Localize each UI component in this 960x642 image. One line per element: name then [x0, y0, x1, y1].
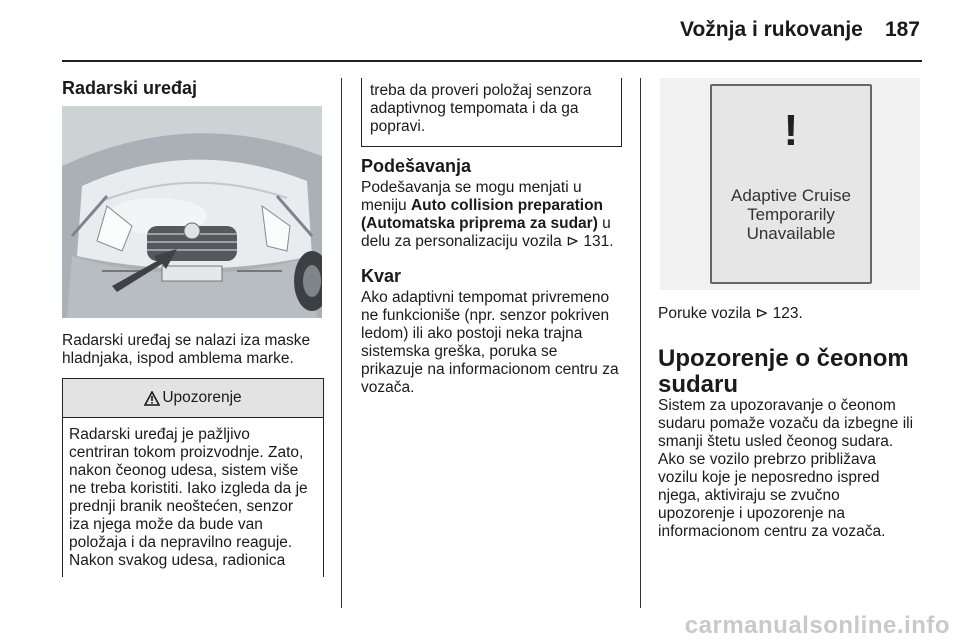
menu-name: Auto collision preparation — [410, 197, 604, 214]
settings-line — [361, 215, 636, 233]
fault-line: Ako adaptivni tempomat privremeno — [361, 289, 610, 306]
display-message-line: Unavailable — [746, 224, 836, 243]
heading-line: sudaru — [658, 371, 739, 398]
fault-line: ne funkcioniše (npr. senzor pokriven — [361, 307, 610, 324]
paragraph-line: hladnjaka, ispod amblema marke. — [62, 350, 294, 367]
collision-line: informacionom centru za vozača. — [658, 523, 886, 540]
car-front-photo — [62, 106, 322, 318]
warning-line: prednji branik neoštećen, senzor — [69, 498, 294, 515]
chapter-title: Vožnja i rukovanje — [680, 18, 863, 41]
column-divider-2 — [640, 78, 641, 608]
section-heading-radar: Radarski uređaj — [62, 78, 198, 98]
fault-line: sistemska greška, poruka se — [361, 343, 558, 360]
display-screen — [710, 84, 872, 284]
fault-paragraph — [361, 289, 636, 397]
radar-location-paragraph — [62, 332, 332, 368]
paragraph-line: Radarski uređaj se nalazi iza maske — [62, 332, 311, 349]
watermark: carmanualsonline.info — [684, 612, 950, 639]
settings-line — [361, 233, 636, 251]
warning-line: popravi. — [370, 118, 426, 135]
warning-line: treba da proveri položaj senzora — [370, 82, 592, 99]
warning-line: ne treba koristiti. Iako izgleda da je — [69, 480, 308, 497]
warning-line: iza njega može da bude van — [69, 516, 263, 533]
driver-info-display-illustration — [660, 78, 920, 290]
fault-line: prikazuje na informacionom centru za — [361, 361, 619, 378]
warning-line: položaja i da nepravilno reaguje. — [69, 534, 293, 551]
collision-line: njega, aktiviraju se zvučno — [658, 487, 840, 504]
page-reference[interactable]: 131. — [583, 233, 614, 250]
collision-line: vozilu koje je neposredno ispred — [658, 469, 880, 486]
section-heading-collision — [658, 346, 928, 398]
settings-line: Podešavanja se mogu menjati u — [361, 179, 582, 196]
settings-paragraph — [361, 179, 636, 251]
fault-line: vozača. — [361, 379, 415, 396]
warning-line: adaptivnog tempomata i da ga — [370, 100, 579, 117]
page-number: 187 — [884, 18, 920, 41]
warning-line: nakon čeonog udesa, sistem više — [69, 462, 299, 479]
warning-triangle-icon — [144, 391, 160, 406]
section-heading-settings: Podešavanja — [361, 156, 472, 176]
warning-box — [62, 378, 324, 577]
warning-title: Upozorenje — [162, 389, 242, 406]
warning-body — [63, 418, 323, 570]
figure-caption — [658, 305, 803, 323]
collision-line: sudaru pomaže vozaču da izbegne ili — [658, 415, 914, 432]
car-front-illustration — [62, 106, 322, 318]
reference-arrow-icon: ⊳ — [755, 305, 769, 322]
settings-text: u — [597, 215, 611, 232]
heading-line: Upozorenje o čeonom — [658, 345, 909, 372]
collision-line: upozorenje i upozorenje na — [658, 505, 845, 522]
fault-line: ledom) ili ako postoji neka trajna — [361, 325, 583, 342]
caption-text: Poruke vozila — [658, 305, 756, 322]
column-divider-1 — [341, 78, 342, 608]
collision-line: Ako se vozilo prebrzo približava — [658, 451, 876, 468]
settings-text: delu za personalizaciju vozila — [361, 233, 567, 250]
display-message — [712, 186, 870, 243]
collision-line: Sistem za upozoravanje o čeonom — [658, 397, 896, 414]
collision-paragraph — [658, 397, 943, 541]
display-message-line: Adaptive Cruise — [730, 186, 851, 205]
page-reference[interactable]: 123. — [772, 305, 803, 322]
warning-line: Radarski uređaj je pažljivo — [69, 426, 250, 443]
warning-line: centriran tokom proizvodnje. Zato, — [69, 444, 304, 461]
exclamation-symbol: ! — [783, 106, 799, 155]
menu-name-translation: (Automatska priprema za sudar) — [361, 215, 598, 232]
warning-continuation-box — [361, 78, 622, 147]
warning-header — [63, 379, 323, 418]
warning-line: Nakon svakog udesa, radionica — [69, 552, 286, 569]
collision-line: smanji štetu usled čeonog sudara. — [658, 433, 894, 450]
section-heading-fault: Kvar — [361, 266, 402, 286]
header-rule — [62, 60, 922, 62]
reference-arrow-icon: ⊳ — [566, 233, 580, 250]
settings-line — [361, 197, 636, 215]
display-message-line: Temporarily — [747, 205, 835, 224]
settings-text: meniju — [361, 197, 411, 214]
